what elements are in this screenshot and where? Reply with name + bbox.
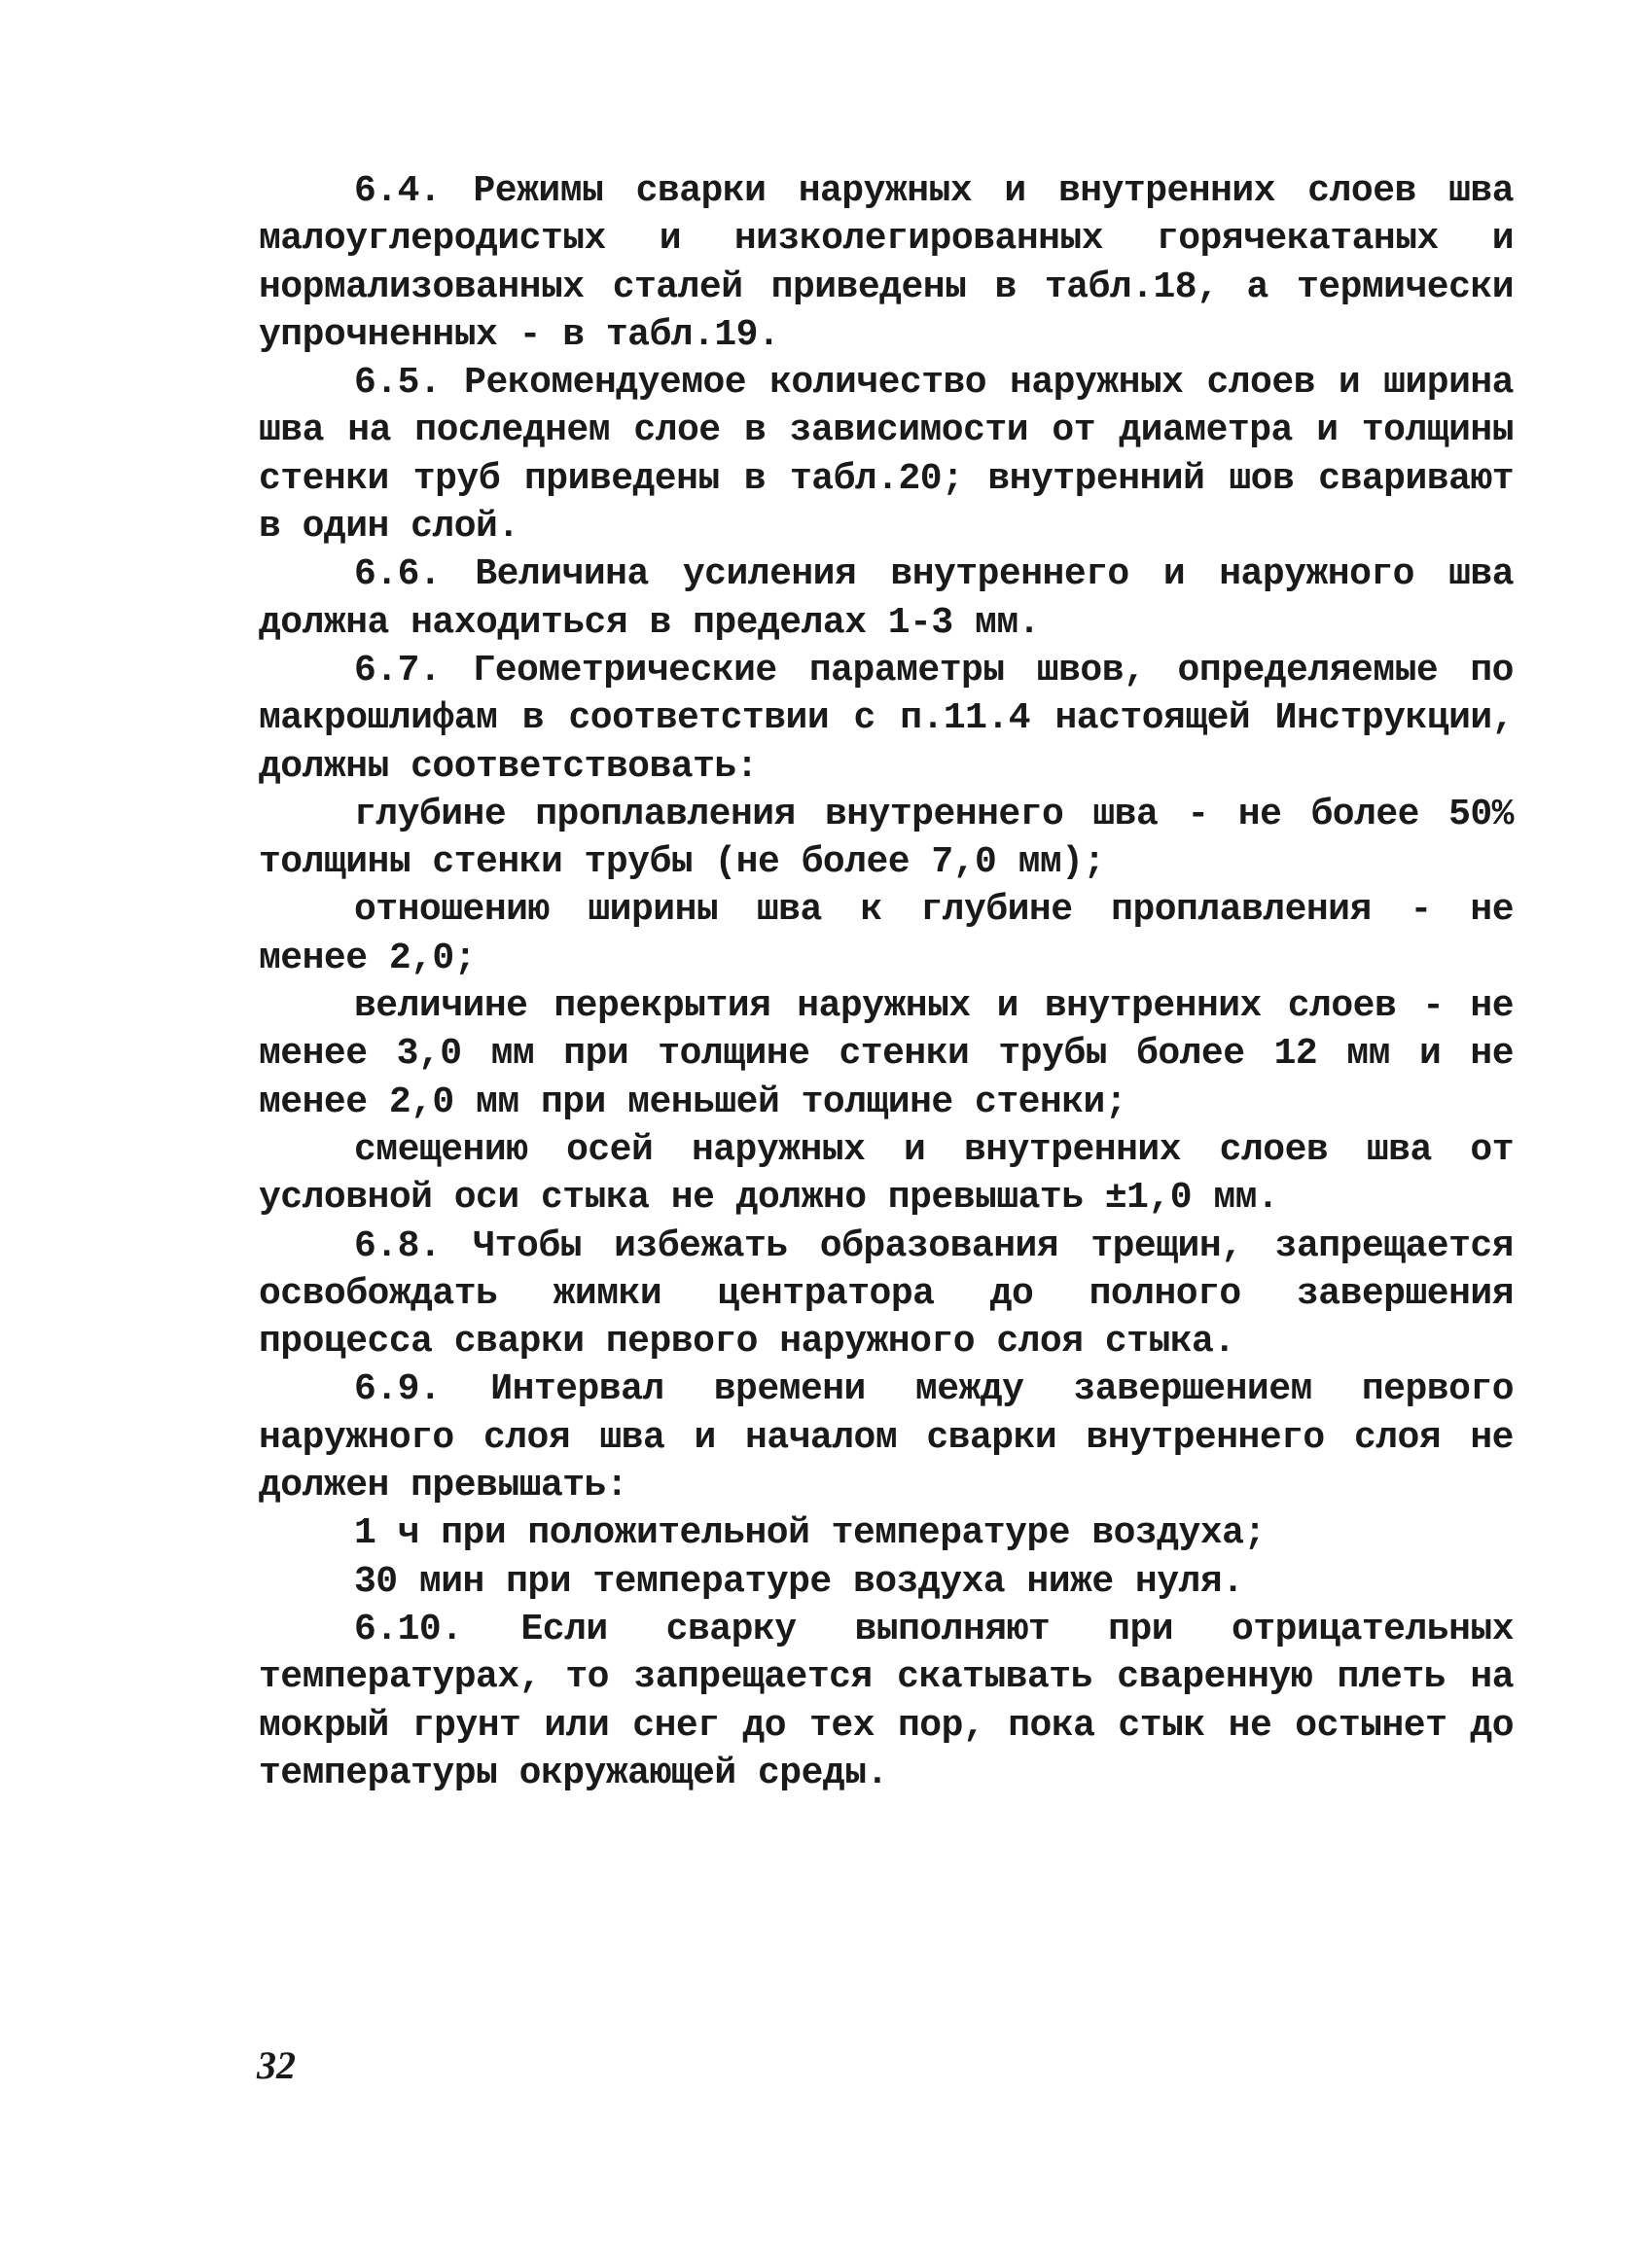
page-number: 32 — [257, 2043, 296, 2087]
paragraph-6-5: 6.5. Рекомендуемое количество наружных слоев и ширина шва на последнем слое в зависимости от диаметра и толщины стенки труб приведены в табл.20; внутренний шов сваривают в один слой. — [259, 362, 1514, 549]
list-item-positive-temp: 1 ч при положительной температуре воздуха; — [354, 1512, 1266, 1555]
paragraph-6-9: 6.9. Интервал времени между завершением первого наружного слоя шва и началом сварки внутреннего слоя не должен превышать: — [259, 1368, 1514, 1507]
body-text — [259, 167, 1514, 1797]
paragraph-6-6: 6.6. Величина усиления внутреннего и наружного шва должна находиться в пределах 1-3 мм. — [259, 553, 1514, 644]
list-item-negative-temp: 30 мин при температуре воздуха ниже нуля. — [354, 1560, 1244, 1603]
paragraph-6-10: 6.10. Если сварку выполняют при отрицательных температурах, то запрещается скатывать сваренную плеть на мокрый грунт или снег до тех пор, пока стык не остынет до температуры окружающей среды. — [259, 1608, 1514, 1794]
list-item-offset: смещению осей наружных и внутренних слоев шва от условной оси стыка не должно превышать ±1,0 мм. — [259, 1128, 1514, 1220]
paragraph-6-8: 6.8. Чтобы избежать образования трещин, запрещается освобождать жимки центратора до полного завершения процесса сварки первого наружного слоя стыка. — [259, 1224, 1514, 1364]
list-item-depth: глубине проплавления внутреннего шва - не более 50% толщины стенки трубы (не более 7,0 мм); — [259, 793, 1514, 884]
paragraph-6-4: 6.4. Режимы сварки наружных и внутренних слоев шва малоуглеродистых и низколегированных горячекатаных и нормализованных сталей приведены в табл.18, а термически упрочненных - в табл.19. — [259, 170, 1514, 356]
list-item-overlap: величине перекрытия наружных и внутренних слоев - не менее 3,0 мм при толщине стенки трубы более 12 мм и не менее 2,0 мм при меньшей толщине стенки; — [259, 985, 1514, 1123]
list-item-ratio: отношению ширины шва к глубине проплавления - не менее 2,0; — [259, 889, 1514, 979]
paragraph-6-7: 6.7. Геометрические параметры швов, определяемые по макрошлифам в соответствии с п.11.4 настоящей Инструкции, должны соответствовать: — [259, 649, 1514, 788]
